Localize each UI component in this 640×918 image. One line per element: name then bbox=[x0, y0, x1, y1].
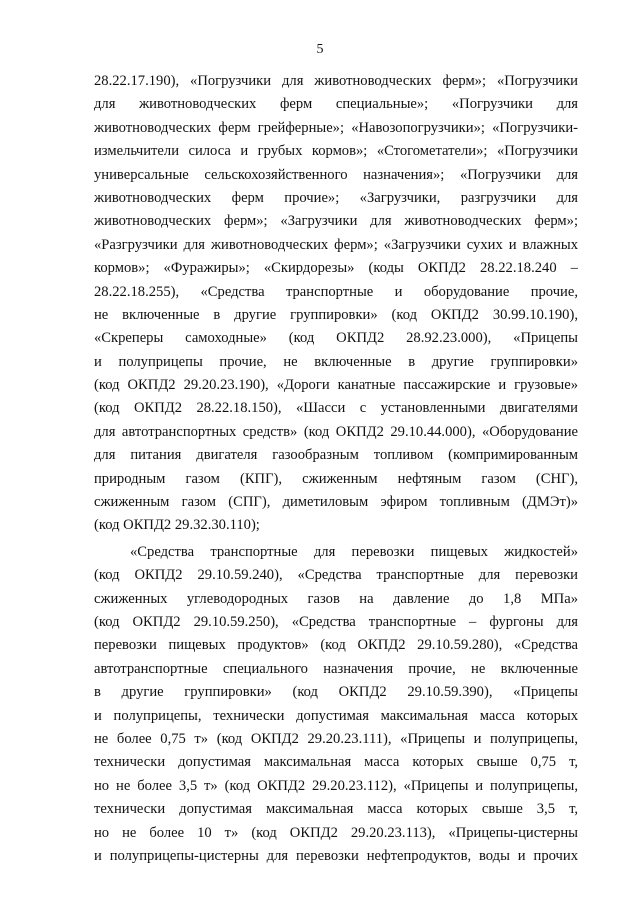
text-line: и полуприцепы прочие, не включенные в другие группировки» bbox=[94, 353, 578, 370]
text-line: 28.22.18.255), «Средства транспортные и оборудование прочие, bbox=[94, 283, 578, 300]
text-line: перевозки пищевых продуктов» (код ОКПД2 29.10.59.280), «Средства bbox=[94, 637, 578, 654]
text-line: (код ОКПД2 29.32.30.110); bbox=[94, 517, 260, 534]
text-line: животноводческих ферм прочие»; «Загрузчики, разгрузчики для bbox=[94, 189, 578, 206]
text-line: и полуприцепы-цистерны для перевозки нефтепродуктов, воды и прочих bbox=[94, 847, 578, 864]
text-line: и полуприцепы, технически допустимая максимальная масса которых bbox=[94, 707, 578, 724]
text-line: кормов»; «Фуражиры»; «Скирдорезы» (коды ОКПД2 28.22.18.240 – bbox=[94, 260, 578, 277]
text-line: (код ОКПД2 28.22.18.150), «Шасси с установленными двигателями bbox=[94, 400, 578, 417]
text-line: универсальные сельскохозяйственного назначения»; «Погрузчики для bbox=[94, 166, 578, 183]
text-line: для питания двигателя газообразным топливом (компримированным bbox=[94, 447, 578, 464]
text-line: «Разгрузчики для животноводческих ферм»; «Загрузчики сухих и влажных bbox=[94, 236, 578, 253]
text-line: (код ОКПД2 29.10.59.240), «Средства транспортные для перевозки bbox=[94, 567, 578, 584]
text-line: животноводческих ферм»; «Загрузчики для животноводческих ферм»; bbox=[94, 213, 578, 230]
text-line: в другие группировки» (код ОКПД2 29.10.59.390), «Прицепы bbox=[94, 684, 578, 701]
text-line: но не более 10 т» (код ОКПД2 29.20.23.113), «Прицепы-цистерны bbox=[94, 824, 578, 841]
text-line: автотранспортные специального назначения прочие, не включенные bbox=[94, 660, 578, 677]
text-line: «Средства транспортные для перевозки пищевых жидкостей» bbox=[130, 543, 578, 560]
text-line: но не более 3,5 т» (код ОКПД2 29.20.23.112), «Прицепы и полуприцепы, bbox=[94, 777, 578, 794]
text-line: природным газом (КПГ), сжиженным нефтяным газом (СНГ), bbox=[94, 470, 578, 487]
text-line: (код ОКПД2 29.20.23.190), «Дороги канатные пассажирские и грузовые» bbox=[94, 377, 578, 394]
text-line: 28.22.17.190), «Погрузчики для животноводческих ферм»; «Погрузчики bbox=[94, 73, 578, 89]
text-line: сжиженным газом (СПГ), диметиловым эфиром топливным (ДМЭт)» bbox=[94, 494, 578, 511]
text-line: для автотранспортных средств» (код ОКПД2 29.10.44.000), «Оборудование bbox=[94, 423, 578, 440]
text-line: животноводческих ферм грейферные»; «Навозопогрузчики»; «Погрузчики- bbox=[94, 119, 578, 136]
text-line: не более 0,75 т» (код ОКПД2 29.20.23.111), «Прицепы и полуприцепы, bbox=[94, 730, 578, 747]
page-number: 5 bbox=[316, 42, 324, 57]
document-body bbox=[94, 70, 578, 868]
paragraph-2 bbox=[94, 541, 578, 868]
text-line: (код ОКПД2 29.10.59.250), «Средства транспортные – фургоны для bbox=[94, 613, 578, 630]
text-line: для животноводческих ферм специальные»; «Погрузчики для bbox=[94, 96, 578, 113]
paragraph-1 bbox=[94, 70, 578, 538]
text-line: технически допустимая максимальная масса которых свыше 0,75 т, bbox=[94, 754, 578, 771]
text-line: не включенные в другие группировки» (код ОКПД2 30.99.10.190), bbox=[94, 306, 578, 323]
text-line: «Скреперы самоходные» (код ОКПД2 28.92.23.000), «Прицепы bbox=[94, 330, 578, 347]
text-line: измельчители силоса и грубых кормов»; «Стогометатели»; «Погрузчики bbox=[94, 143, 578, 160]
text-line: технически допустимая максимальная масса которых свыше 3,5 т, bbox=[94, 801, 578, 818]
text-line: сжиженных углеводородных газов на давление до 1,8 МПа» bbox=[94, 590, 578, 607]
